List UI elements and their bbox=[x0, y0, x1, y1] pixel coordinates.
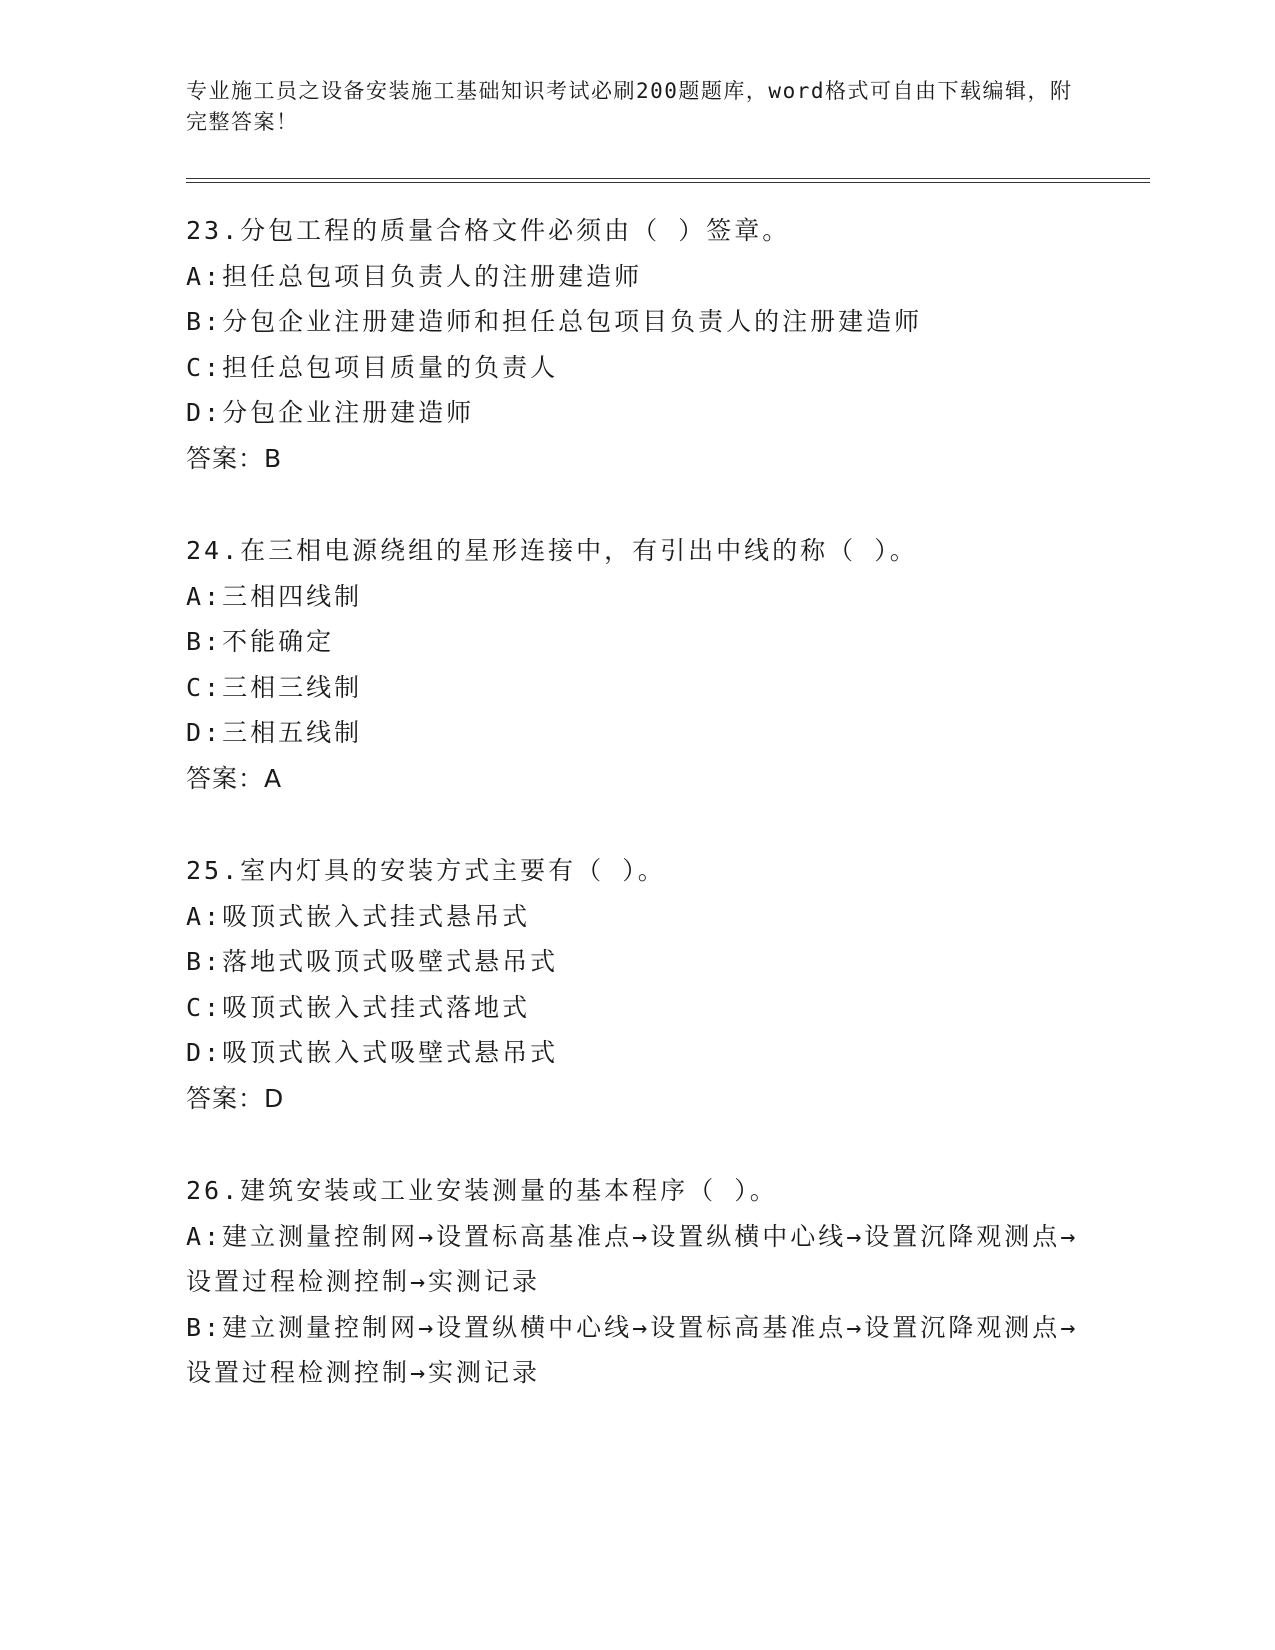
option-a: A:建立测量控制网→设置标高基准点→设置纵横中心线→设置沉降观测点→设置过程检测控制→实测记录 bbox=[186, 1221, 1079, 1296]
option-d: D:三相五线制 bbox=[186, 718, 363, 747]
option-b: B:不能确定 bbox=[186, 627, 335, 656]
answer-line: 答案：B bbox=[186, 443, 283, 473]
answer-line: 答案：A bbox=[186, 763, 283, 793]
question-25 bbox=[186, 848, 1086, 1121]
answer-line: 答案：D bbox=[186, 1083, 285, 1113]
option-b: B:落地式吸顶式吸壁式悬吊式 bbox=[186, 947, 559, 976]
document-header: 专业施工员之设备安装施工基础知识考试必刷200题题库，word格式可自由下载编辑，附完整答案！ bbox=[186, 79, 1073, 134]
option-b: B:建立测量控制网→设置纵横中心线→设置标高基准点→设置沉降观测点→设置过程检测控制→实测记录 bbox=[186, 1312, 1079, 1387]
option-c: C:吸顶式嵌入式挂式落地式 bbox=[186, 992, 531, 1022]
option-a: A:吸顶式嵌入式挂式悬吊式 bbox=[186, 901, 531, 931]
question-stem: 25.室内灯具的安装方式主要有（ ）。 bbox=[186, 856, 666, 885]
option-a: A:三相四线制 bbox=[186, 581, 363, 611]
question-list bbox=[186, 208, 1086, 1443]
question-26 bbox=[186, 1168, 1086, 1396]
question-stem: 24.在三相电源绕组的星形连接中，有引出中线的称（ ）。 bbox=[186, 536, 918, 565]
question-stem: 23.分包工程的质量合格文件必须由（ ）签章。 bbox=[186, 216, 791, 245]
option-c: C:三相三线制 bbox=[186, 672, 363, 702]
option-a: A:担任总包项目负责人的注册建造师 bbox=[186, 261, 643, 291]
option-d: D:分包企业注册建造师 bbox=[186, 398, 475, 427]
question-23 bbox=[186, 208, 1086, 481]
option-c: C:担任总包项目质量的负责人 bbox=[186, 352, 559, 382]
option-b: B:分包企业注册建造师和担任总包项目负责人的注册建造师 bbox=[186, 307, 923, 336]
header-divider bbox=[186, 178, 1150, 183]
question-stem: 26.建筑安装或工业安装测量的基本程序（ ）。 bbox=[186, 1176, 778, 1205]
question-24 bbox=[186, 528, 1086, 801]
option-d: D:吸顶式嵌入式吸壁式悬吊式 bbox=[186, 1038, 559, 1067]
